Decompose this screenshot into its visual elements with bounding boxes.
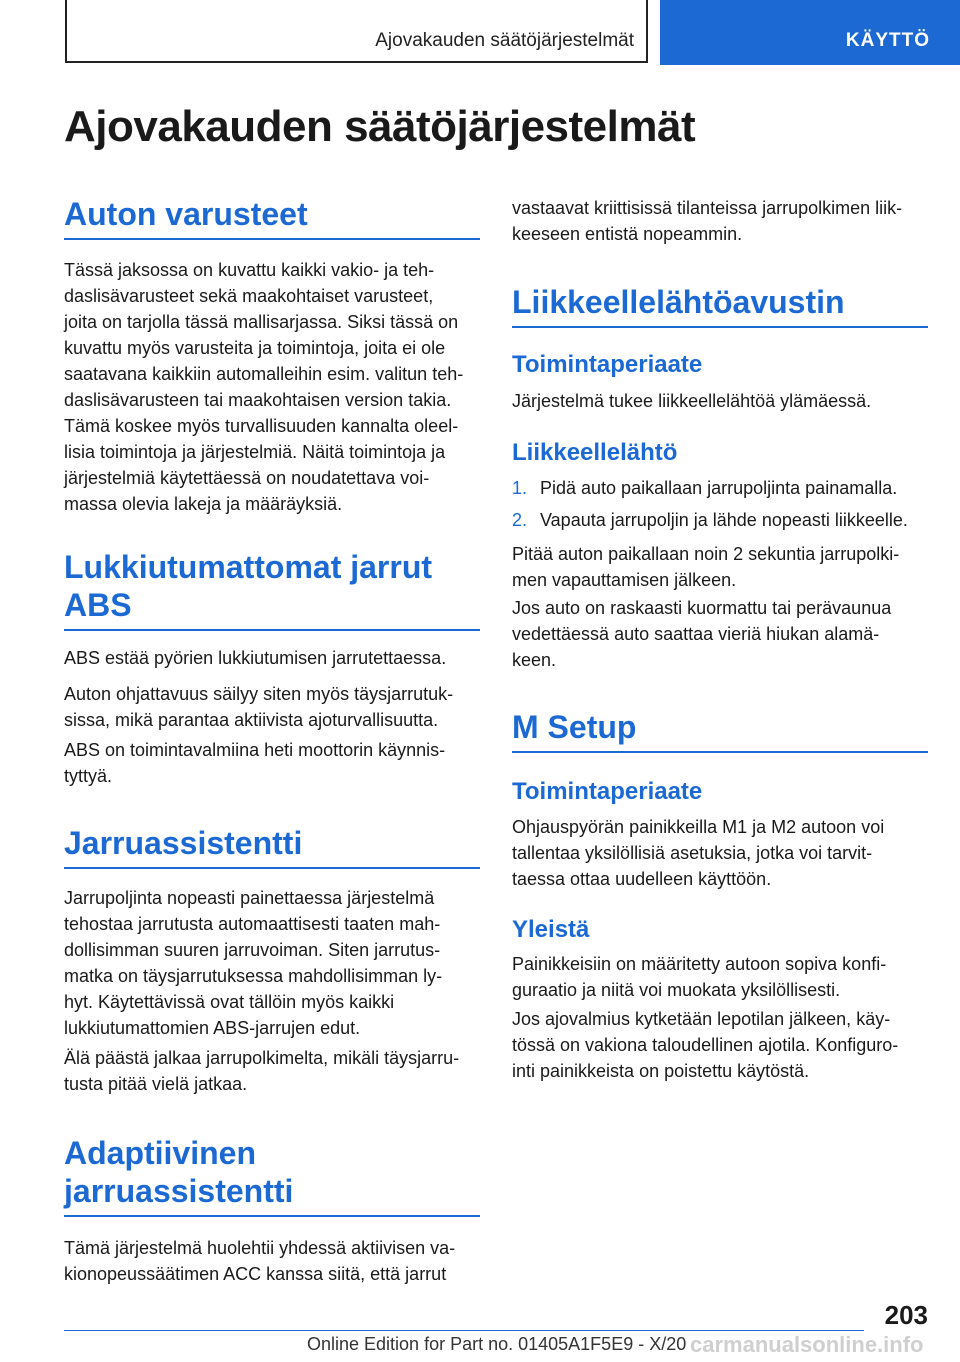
jarruassistentti-paragraph-2: Älä päästä jalkaa jarrupolkimelta, mikäli täysjarru- tusta pitää vielä jatkaa. [64,1048,460,1094]
list-item [512,475,928,501]
step-text: Pidä auto paikallaan jarrupoljinta painamalla. [540,478,898,498]
footer-divider [64,1330,864,1331]
chapter-tab-label: KÄYTTÖ [845,30,930,51]
heading-adaptiivinen-line1: Adaptiivinen [64,1135,257,1171]
subheading-yleista: Yleistä [512,916,590,943]
toimintaperiaate-2-body: Ohjauspyörän painikkeilla M1 ja M2 autoon voi tallentaa yksilöllisiä asetuksia, jotka voi tarvit- taessa ottaa uudelleen käyttöön. [512,817,885,889]
header-section-box [65,0,648,63]
page-title: Ajovakauden säätöjärjestelmät [64,102,696,151]
toimintaperiaate-1-body: Järjestelmä tukee liikkeellelähtöä ylämäessä. [512,391,872,411]
list-item [512,507,928,533]
heading-m-setup: M Setup [512,708,928,753]
step-number: 1. [512,478,528,498]
footer-edition-text: Online Edition for Part no. 01405A1F5E9 - X/20 [307,1334,687,1354]
abs-paragraph-1: ABS estää pyörien lukkiutumisen jarrutettaessa. [64,648,447,668]
adaptiivinen-paragraph-1: Tämä järjestelmä huolehtii yhdessä aktiivisen va- kionopeussäätimen ACC kanssa siitä, että jarrut [64,1238,456,1284]
jarruassistentti-paragraph-1: Jarrupoljinta nopeasti painettaessa järjestelmä tehostaa jarrutusta automaattisesti taaten mah- dollisimman suuren jarruvoiman. Siten jarrutus- matka on täysjarrutuksessa mahdollisimman ly- hyt. Käytettävissä ovat tällöin myös kaikki lukkiutumattomien ABS-jarrujen edut. [64,888,443,1038]
abs-paragraph-3: ABS on toimintavalmiina heti moottorin käynnis- tyttyä. [64,740,446,786]
heading-liikkeellelahtoavustin: Liikkeellelähtöavustin [512,283,928,328]
subheading-toimintaperiaate-1: Toimintaperiaate [512,351,703,378]
yleista-paragraph-2: Jos ajovalmius kytketään lepotilan jälkeen, käy- tössä on vakiona taloudellinen ajotila. Konfiguro- inti painikkeista on poistettu käytöstä. [512,1009,899,1081]
continuation-paragraph: vastaavat kriittisissä tilanteissa jarrupolkimen liik- keeseen entistä nopeammin. [512,198,903,244]
subheading-toimintaperiaate-2: Toimintaperiaate [512,778,703,805]
heading-abs [64,548,480,631]
heading-auton-varusteet: Auton varusteet [64,195,480,240]
heading-abs-line1: Lukkiutumattomat jarrut [64,549,433,585]
heading-abs-line2: ABS [64,587,132,623]
liikkeelle-paragraph-1: Pitää auton paikallaan noin 2 sekuntia jarrupolki- men vapauttamisen jälkeen. [512,544,900,590]
step-text: Vapauta jarrupoljin ja lähde nopeasti liikkeelle. [540,510,908,530]
step-number: 2. [512,510,528,530]
yleista-paragraph-1: Painikkeisiin on määritetty autoon sopiva konfi- guraatio ja niitä voi muokata yksilöllisesti. [512,954,887,1000]
watermark-logo: carmanualsonline.info [690,1332,924,1357]
liikkeelle-paragraph-2: Jos auto on raskaasti kuormattu tai perävaunua vedettäessä auto saattaa vieriä hiukan alamä- keen. [512,598,892,670]
heading-adaptiivinen-line2: jarruassistentti [64,1173,294,1209]
subheading-liikkeellelahto: Liikkeellelähtö [512,439,678,466]
chapter-tab[interactable] [660,0,960,65]
auton-varusteet-body: Tässä jaksossa on kuvattu kaikki vakio- ja teh- daslisävarusteet sekä maakohtaiset varusteet, joita on tarjolla tässä mallisarjassa. Siksi tässä on kuvattu myös varusteita ja toimintoja, joita ei ole saatavana kaikkiin automalleihin esim. valitun teh- daslisävarusteen tai maakohtaisen version takia. Tämä koskee myös turvallisuuden kannalta oleel- lisia toimintoja ja järjestelmiä. Näitä toimintoja ja järjestelmiä käytettäessä on noudatettava voi- massa olevia lakeja ja määräyksiä. [64,260,464,514]
heading-adaptiivinen [64,1134,480,1217]
page-number: 203 [884,1300,928,1330]
heading-jarruassistentti: Jarruassistentti [64,824,480,869]
abs-paragraph-2: Auton ohjattavuus säilyy siten myös täysjarrutuk- sissa, mikä parantaa aktiivista ajoturvallisuutta. [64,684,454,730]
header-section-title: Ajovakauden säätöjärjestelmät [375,30,634,51]
